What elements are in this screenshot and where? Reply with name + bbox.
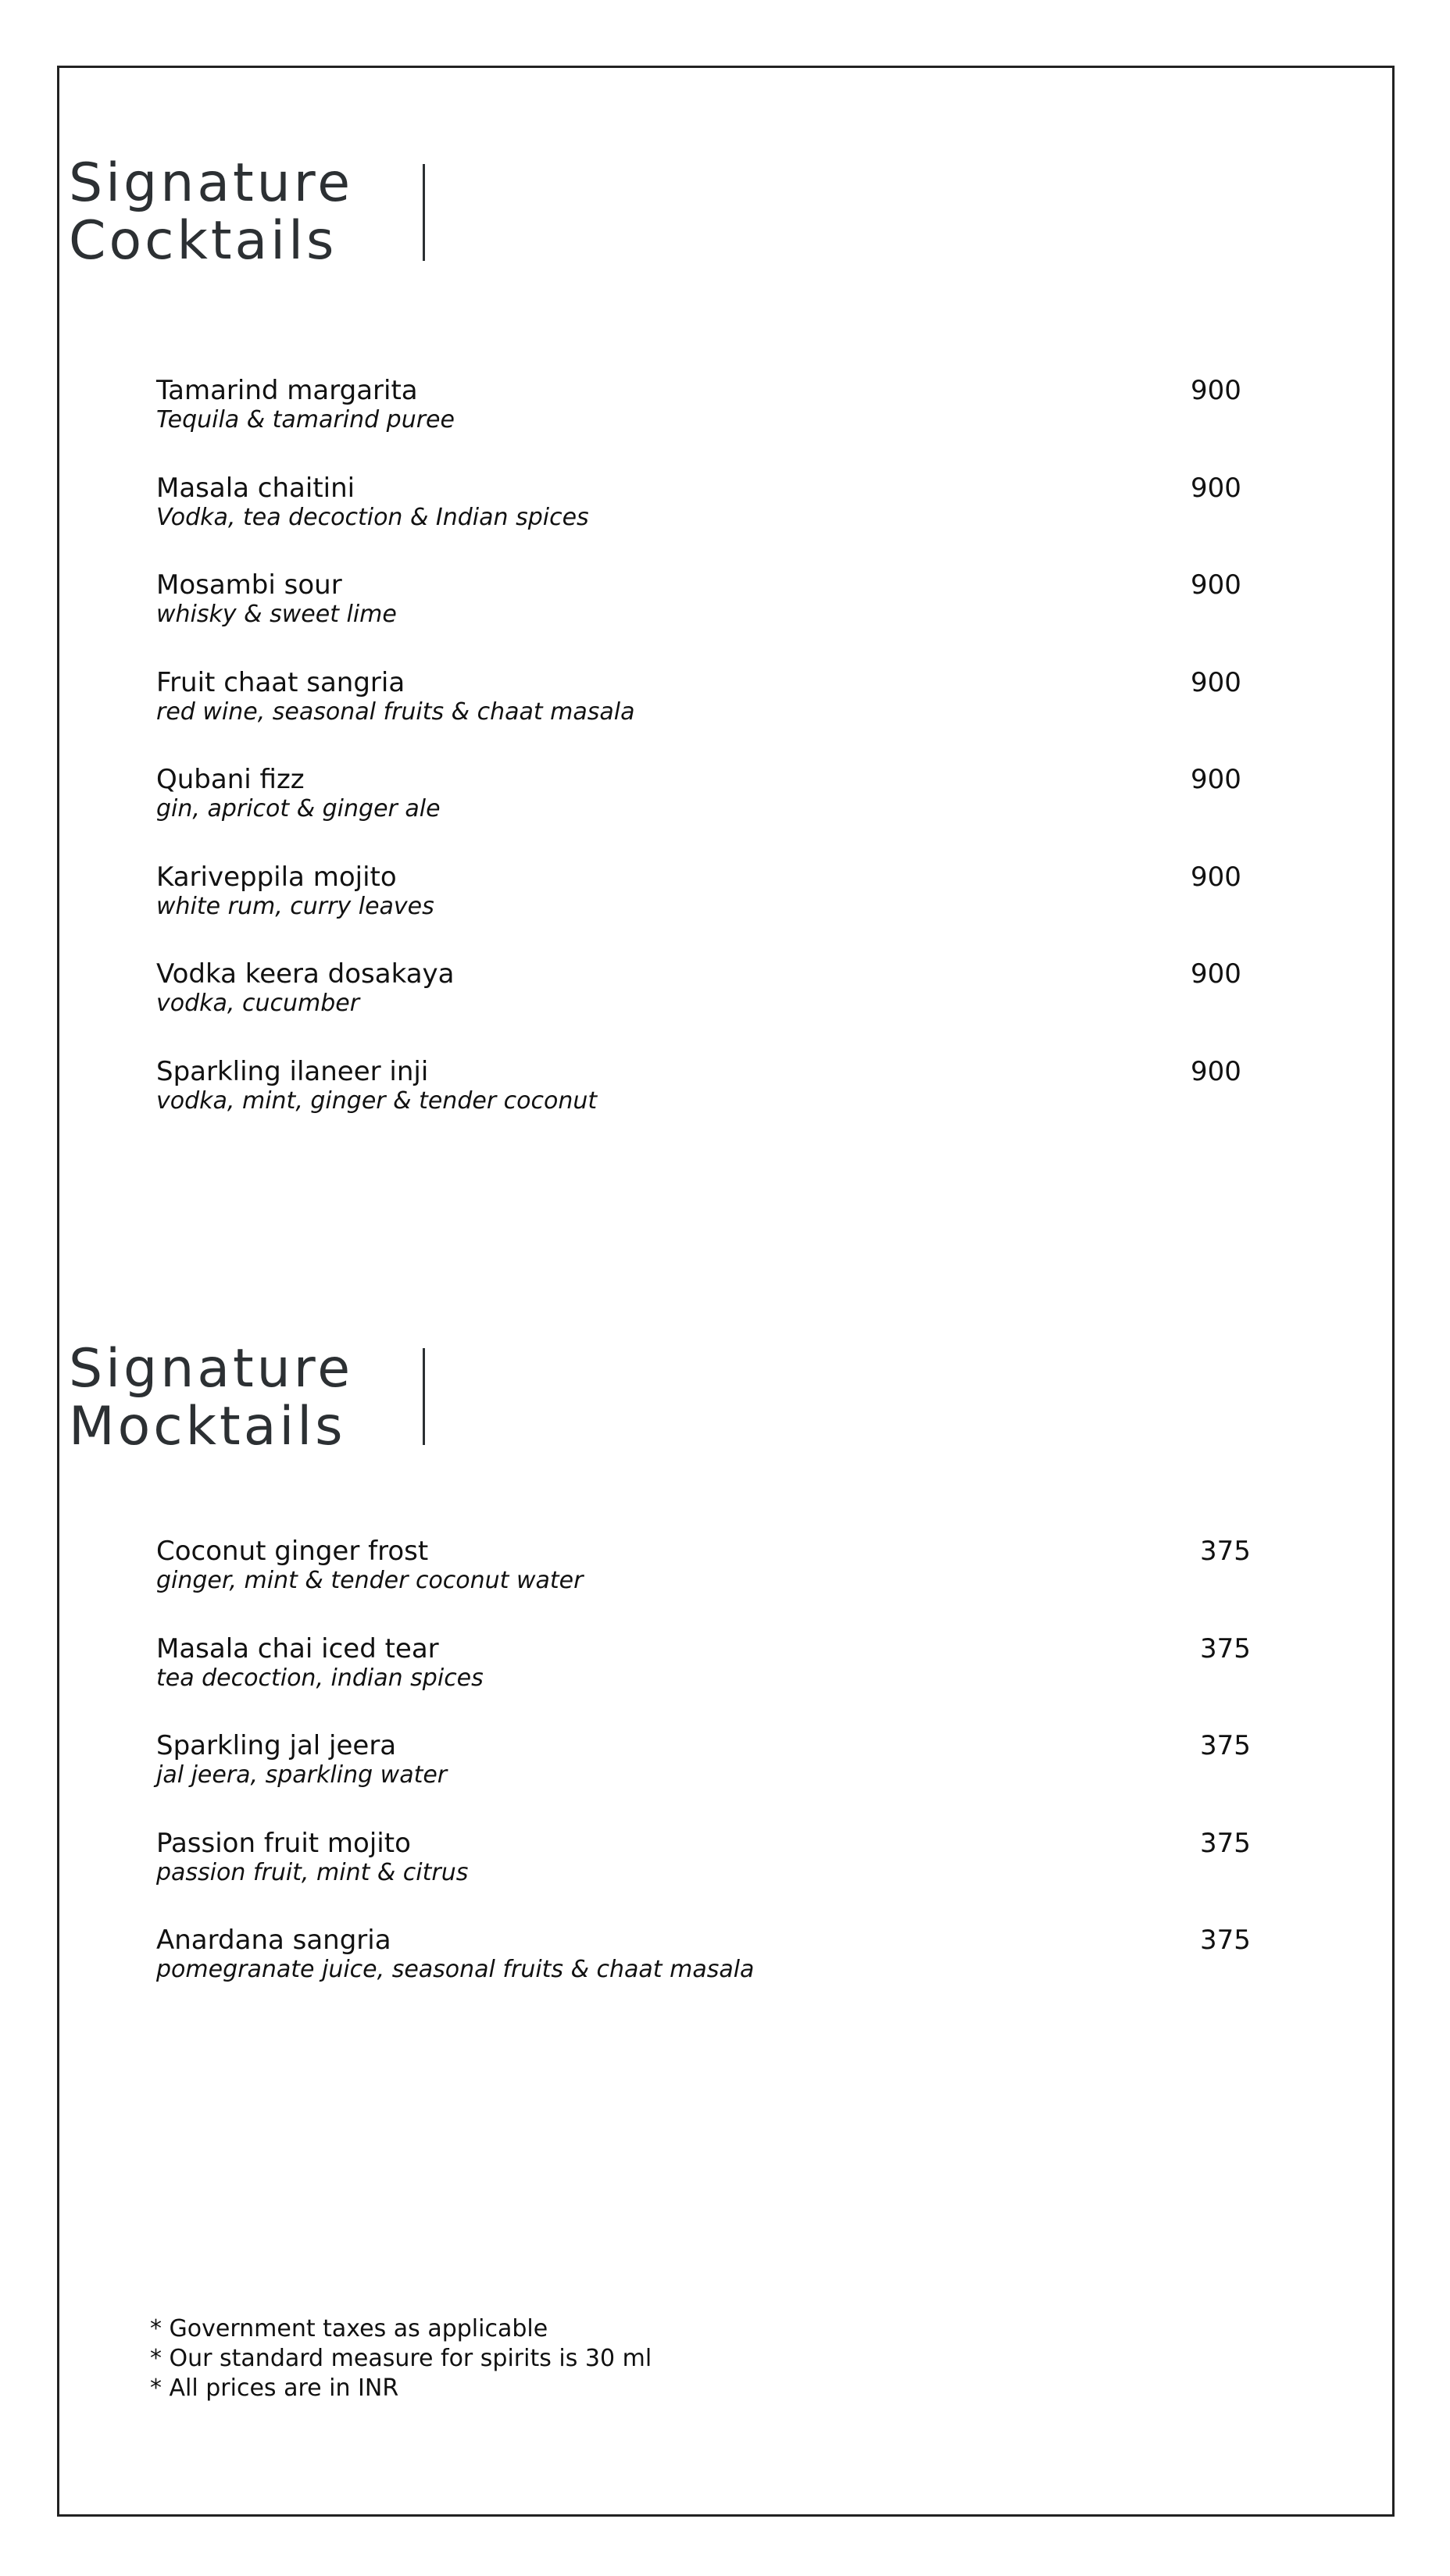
item-name: Fruit chaat sangria [156, 666, 405, 698]
item-price: 375 [1200, 1536, 1251, 1567]
item-name: Masala chaitini [156, 472, 355, 504]
item-price: 900 [1191, 666, 1241, 698]
menu-item [156, 1730, 1266, 1828]
mocktails-heading [69, 1340, 353, 1456]
menu-item [156, 473, 1266, 570]
item-description: gin, apricot & ginger ale [156, 795, 441, 822]
item-name: Mosambi sour [156, 569, 342, 601]
item-price: 375 [1200, 1632, 1251, 1664]
item-name: Anardana sangria [156, 1925, 391, 1956]
item-description: Vodka, tea decoction & Indian spices [156, 503, 589, 531]
item-description: ginger, mint & tender coconut water [156, 1567, 584, 1594]
item-price: 900 [1191, 569, 1241, 601]
item-description: pomegranate juice, seasonal fruits & chaat masala [156, 1956, 755, 1983]
item-description: red wine, seasonal fruits & chaat masala [156, 698, 635, 726]
footer-notes [150, 2314, 652, 2403]
item-description: vodka, cucumber [156, 990, 360, 1017]
menu-item [156, 667, 1266, 765]
item-name: Masala chai iced tear [156, 1632, 439, 1664]
menu-item [156, 1056, 1266, 1154]
item-description: vodka, mint, ginger & tender coconut [156, 1086, 598, 1115]
item-description: tea decoction, indian spices [156, 1664, 484, 1692]
cocktails-list [156, 375, 1266, 1153]
item-name: Sparkling jal jeera [156, 1730, 397, 1761]
item-price: 900 [1191, 1055, 1241, 1087]
item-name: Tamarind margarita [156, 375, 418, 406]
menu-item [156, 958, 1266, 1056]
menu-item [156, 764, 1266, 862]
cocktails-heading-line2: Cocktails [69, 210, 338, 272]
item-description: whisky & sweet lime [156, 601, 397, 628]
item-name: Sparkling ilaneer inji [156, 1055, 429, 1087]
cocktails-heading-divider [423, 164, 425, 261]
item-name: Qubani fizz [156, 764, 305, 795]
note-currency: * All prices are in INR [150, 2374, 399, 2402]
item-price: 375 [1200, 1827, 1251, 1859]
item-description: passion fruit, mint & citrus [156, 1858, 469, 1886]
menu-item [156, 1536, 1266, 1633]
item-price: 900 [1191, 958, 1241, 990]
cocktails-heading-line1: Signature [69, 152, 354, 214]
item-name: Kariveppila mojito [156, 861, 397, 893]
note-taxes: * Government taxes as applicable [150, 2315, 548, 2342]
item-description: Tequila & tamarind puree [156, 406, 455, 433]
menu-item [156, 1633, 1266, 1731]
item-price: 900 [1191, 861, 1241, 893]
item-description: jal jeera, sparkling water [156, 1761, 448, 1789]
item-price: 900 [1191, 472, 1241, 504]
mocktails-heading-line2: Mocktails [69, 1396, 346, 1457]
menu-item [156, 569, 1266, 667]
item-name: Passion fruit mojito [156, 1827, 411, 1859]
item-price: 900 [1191, 375, 1241, 406]
item-description: white rum, curry leaves [156, 892, 434, 920]
item-price: 375 [1200, 1925, 1251, 1956]
note-measure: * Our standard measure for spirits is 30 ml [150, 2345, 652, 2372]
mocktails-list [156, 1536, 1266, 2022]
item-price: 375 [1200, 1730, 1251, 1761]
menu-item [156, 375, 1266, 473]
menu-item [156, 1828, 1266, 1925]
menu-item [156, 1925, 1266, 2022]
item-price: 900 [1191, 764, 1241, 795]
mocktails-heading-divider [423, 1348, 425, 1445]
mocktails-heading-line1: Signature [69, 1338, 354, 1400]
menu-item [156, 862, 1266, 959]
item-name: Vodka keera dosakaya [156, 958, 455, 990]
cocktails-heading [69, 152, 354, 272]
item-name: Coconut ginger frost [156, 1536, 429, 1567]
